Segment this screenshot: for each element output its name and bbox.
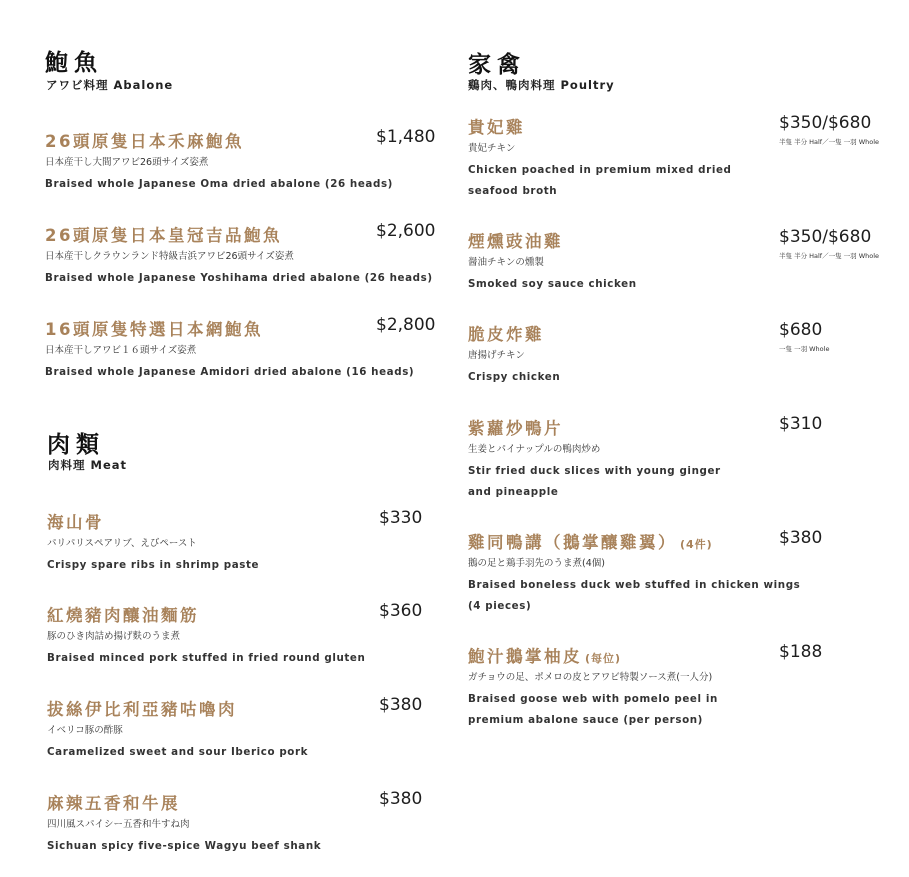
item-price: $380 <box>779 528 823 548</box>
item-name: 拔絲伊比利亞豬咕嚕肉 <box>47 700 237 719</box>
item-english-desc: Smoked soy sauce chicken <box>468 278 637 290</box>
item-name: 鮑汁鵝掌柚皮 (每位) <box>468 647 622 666</box>
item-name: 麻辣五香和牛展 <box>47 794 180 813</box>
item-price: $360 <box>379 601 423 621</box>
item-japanese-desc: 貴妃チキン <box>468 143 516 154</box>
meat-section-subtitle: 肉料理 Meat <box>48 458 128 472</box>
item-english-desc: Braised whole Japanese Yoshihama dried abalone (26 heads) <box>45 272 433 284</box>
item-price: $1,480 <box>376 127 436 147</box>
item-japanese-desc: 鵝の足と鶏手羽先のうま煮(4個) <box>468 558 605 569</box>
item-english-desc: Stir fried duck slices with young ginger and pineapple <box>468 465 721 498</box>
item-japanese-desc: 日本産干しアワビ１６頭サイズ姿煮 <box>45 345 197 356</box>
item-portion-note: 半隻 半分 Half／一隻 一羽 Whole <box>779 138 880 146</box>
meat-section-title: 肉類 <box>47 432 105 458</box>
item-portion-note: 一隻 一羽 Whole <box>779 345 830 353</box>
item-japanese-desc: 日本産干しクラウンランド特級吉浜アワビ26頭サイズ姿煮 <box>45 251 294 262</box>
item-price: $188 <box>779 642 823 662</box>
item-price: $310 <box>779 414 823 434</box>
item-english-desc: Crispy chicken <box>468 371 561 383</box>
item-japanese-desc: パリパリスペアリブ、えびペースト <box>47 538 197 549</box>
item-price: $350/$680 <box>779 227 872 247</box>
item-price: $380 <box>379 695 423 715</box>
item-english-desc: Braised whole Japanese Amidori dried abalone (16 heads) <box>45 366 415 378</box>
poultry-section-subtitle: 鷄肉、鴨肉料理 Poultry <box>468 78 615 92</box>
abalone-section-title: 鮑魚 <box>45 50 103 76</box>
item-name: 16頭原隻特選日本網鮑魚 <box>45 320 263 339</box>
item-price: $680 <box>779 320 823 340</box>
item-english-desc: Braised goose web with pomelo peel in premium abalone sauce (per person) <box>468 693 718 726</box>
item-japanese-desc: 唐揚げチキン <box>468 350 525 361</box>
item-name: 雞同鴨講（鵝掌釀雞翼） (4件) <box>468 533 713 552</box>
item-english-desc: Sichuan spicy five-spice Wagyu beef shank <box>47 840 322 852</box>
item-name: 煙燻豉油雞 <box>468 232 563 251</box>
item-name: 紅燒豬肉釀油麵筋 <box>47 606 199 625</box>
item-price: $380 <box>379 789 423 809</box>
item-japanese-desc: 四川風スパイシー五香和牛すね肉 <box>47 819 190 830</box>
item-japanese-desc: 日本産干し大間アワビ26頭サイズ姿煮 <box>45 157 209 168</box>
item-name: 26頭原隻日本禾麻鮑魚 <box>45 132 244 151</box>
item-english-desc: Crispy spare ribs in shrimp paste <box>47 559 260 571</box>
item-japanese-desc: イベリコ豚の酢豚 <box>47 725 123 736</box>
item-english-desc: Caramelized sweet and sour Iberico pork <box>47 746 309 758</box>
item-english-desc: Chicken poached in premium mixed dried seafood broth <box>468 164 732 197</box>
item-english-desc: Braised whole Japanese Oma dried abalone (26 heads) <box>45 178 393 190</box>
poultry-section-title: 家禽 <box>468 52 526 78</box>
item-name: 海山骨 <box>47 513 104 532</box>
item-price: $350/$680 <box>779 113 872 133</box>
item-name: 紫蘿炒鴨片 <box>468 419 563 438</box>
item-price: $330 <box>379 508 423 528</box>
item-name: 脆皮炸雞 <box>468 325 544 344</box>
item-english-desc: Braised minced pork stuffed in fried round gluten <box>47 652 366 664</box>
item-price: $2,800 <box>376 315 436 335</box>
item-portion-note: 半隻 半分 Half／一隻 一羽 Whole <box>779 252 880 260</box>
item-name: 26頭原隻日本皇冠吉品鮑魚 <box>45 226 282 245</box>
item-japanese-desc: 生姜とパイナップルの鴨肉炒め <box>468 444 601 455</box>
item-name: 貴妃雞 <box>468 118 525 137</box>
item-price: $2,600 <box>376 221 436 241</box>
item-japanese-desc: ガチョウの足、ポメロの皮とアワビ特製ソース煮(一人分) <box>468 672 713 683</box>
item-english-desc: Braised boneless duck web stuffed in chicken wings (4 pieces) <box>468 579 801 612</box>
item-japanese-desc: 豚のひき肉詰め揚げ麩のうま煮 <box>47 631 181 642</box>
abalone-section-subtitle: アワビ料理 Abalone <box>46 78 174 92</box>
item-japanese-desc: 醤油チキンの燻製 <box>468 257 544 268</box>
